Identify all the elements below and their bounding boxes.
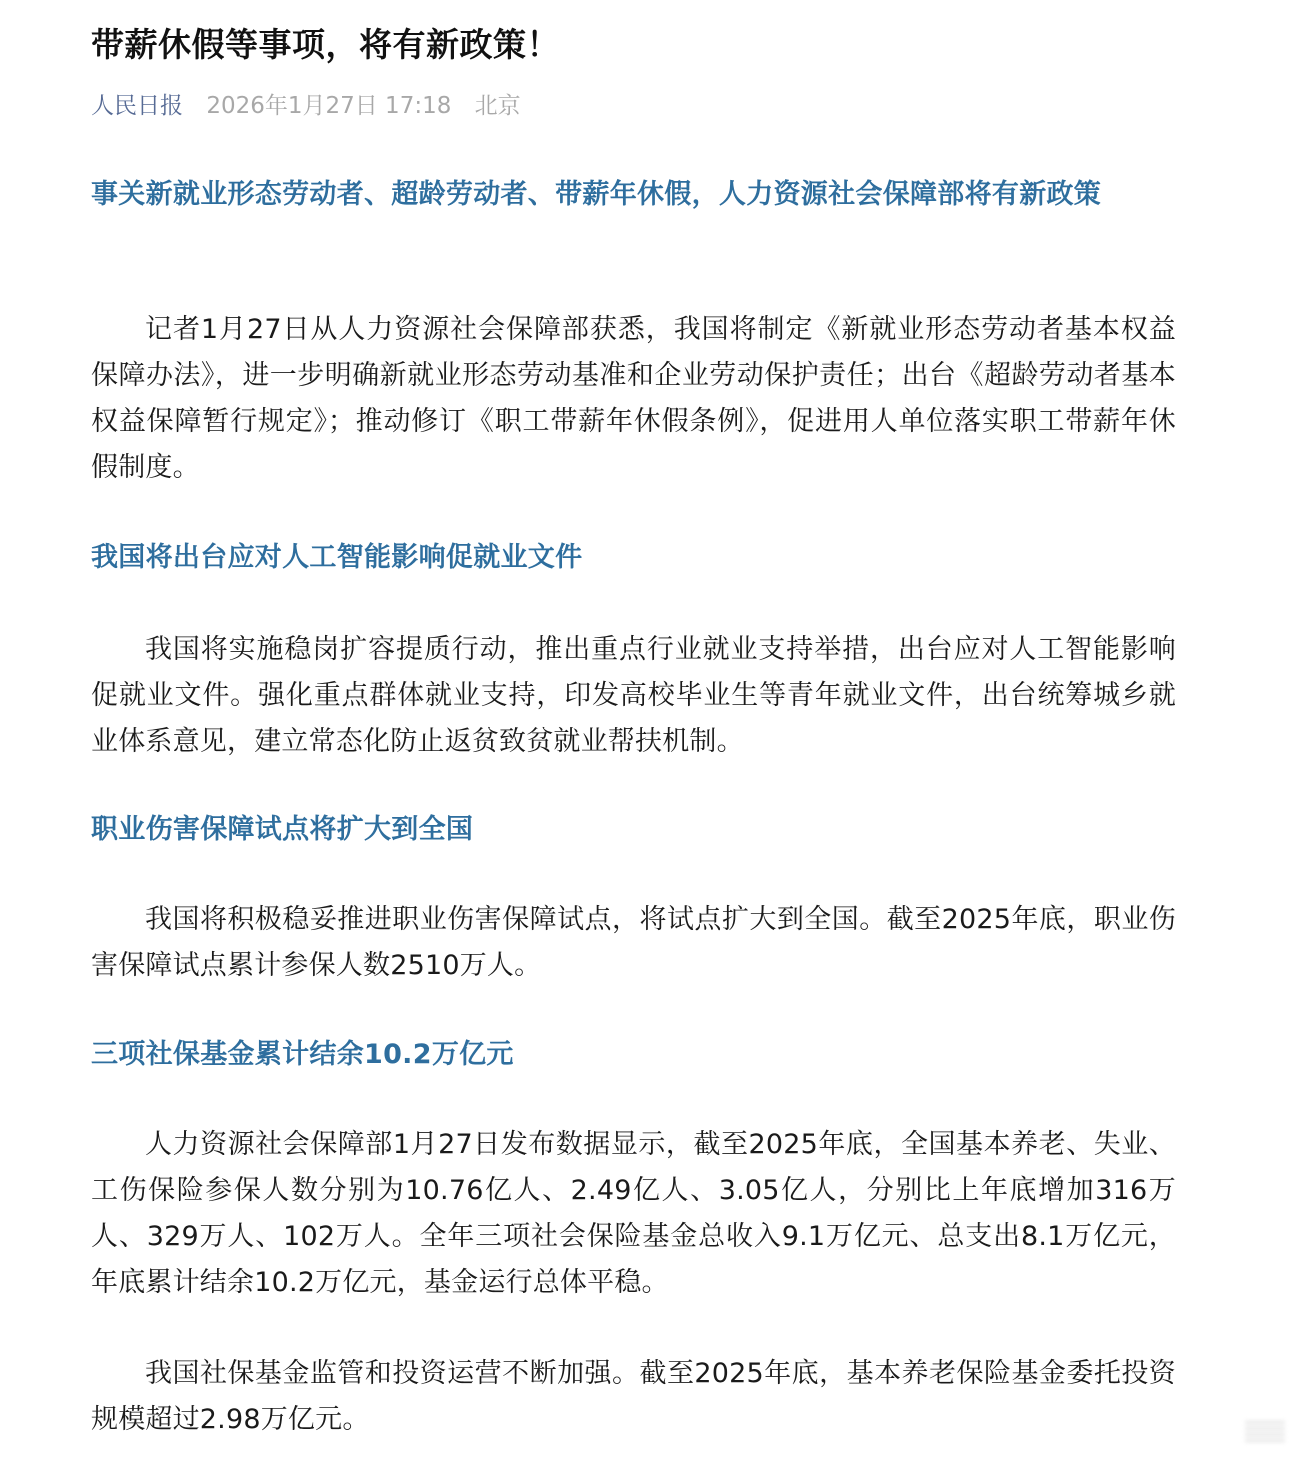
publish-location: 北京 [474, 93, 521, 119]
article-title: 带薪休假等事项，将有新政策！ [91, 25, 560, 64]
section-heading: 事关新就业形态劳动者、超龄劳动者、带薪年休假，人力资源社会保障部将有新政策 [91, 179, 1102, 210]
section-paragraph: 人力资源社会保障部1月27日发布数据显示，截至2025年底，全国基本养老、失业、工伤保险参保人数分别为10.76亿人、2.49亿人、3.05亿人，分别比上年底增加316万人、329万人、102万人。全年三项社会保险基金总收入9.1万亿元、总支出8.1万亿元，年底累计结余10.2万亿元，基金运行总体平稳。 [91, 1129, 1176, 1298]
section-heading: 职业伤害保障试点将扩大到全国 [91, 814, 474, 845]
section-heading: 三项社保基金累计结余10.2万亿元 [91, 1039, 514, 1070]
article-meta [91, 88, 521, 124]
section-paragraph: 我国将实施稳岗扩容提质行动，推出重点行业就业支持举措，出台应对人工智能影响促就业文件。强化重点群体就业支持，印发高校毕业生等青年就业文件，出台统筹城乡就业体系意见，建立常态化防止返贫致贫就业帮扶机制。 [91, 634, 1176, 757]
publish-datetime: 2026年1月27日 17:18 [206, 93, 452, 119]
source-link[interactable]: 人民日报 [91, 93, 183, 119]
section-paragraph: 我国社保基金监管和投资运营不断加强。截至2025年底，基本养老保险基金委托投资规模超过2.98万亿元。 [91, 1358, 1176, 1435]
section-paragraph: 我国将积极稳妥推进职业伤害保障试点，将试点扩大到全国。截至2025年底，职业伤害保障试点累计参保人数2510万人。 [91, 904, 1176, 981]
section-paragraph: 记者1月27日从人力资源社会保障部获悉，我国将制定《新就业形态劳动者基本权益保障办法》，进一步明确新就业形态劳动基准和企业劳动保护责任；出台《超龄劳动者基本权益保障暂行规定》；推动修订《职工带薪年休假条例》，促进用人单位落实职工带薪年休假制度。 [91, 314, 1176, 483]
watermark-mark [1245, 1416, 1285, 1446]
section-heading: 我国将出台应对人工智能影响促就业文件 [91, 542, 583, 573]
